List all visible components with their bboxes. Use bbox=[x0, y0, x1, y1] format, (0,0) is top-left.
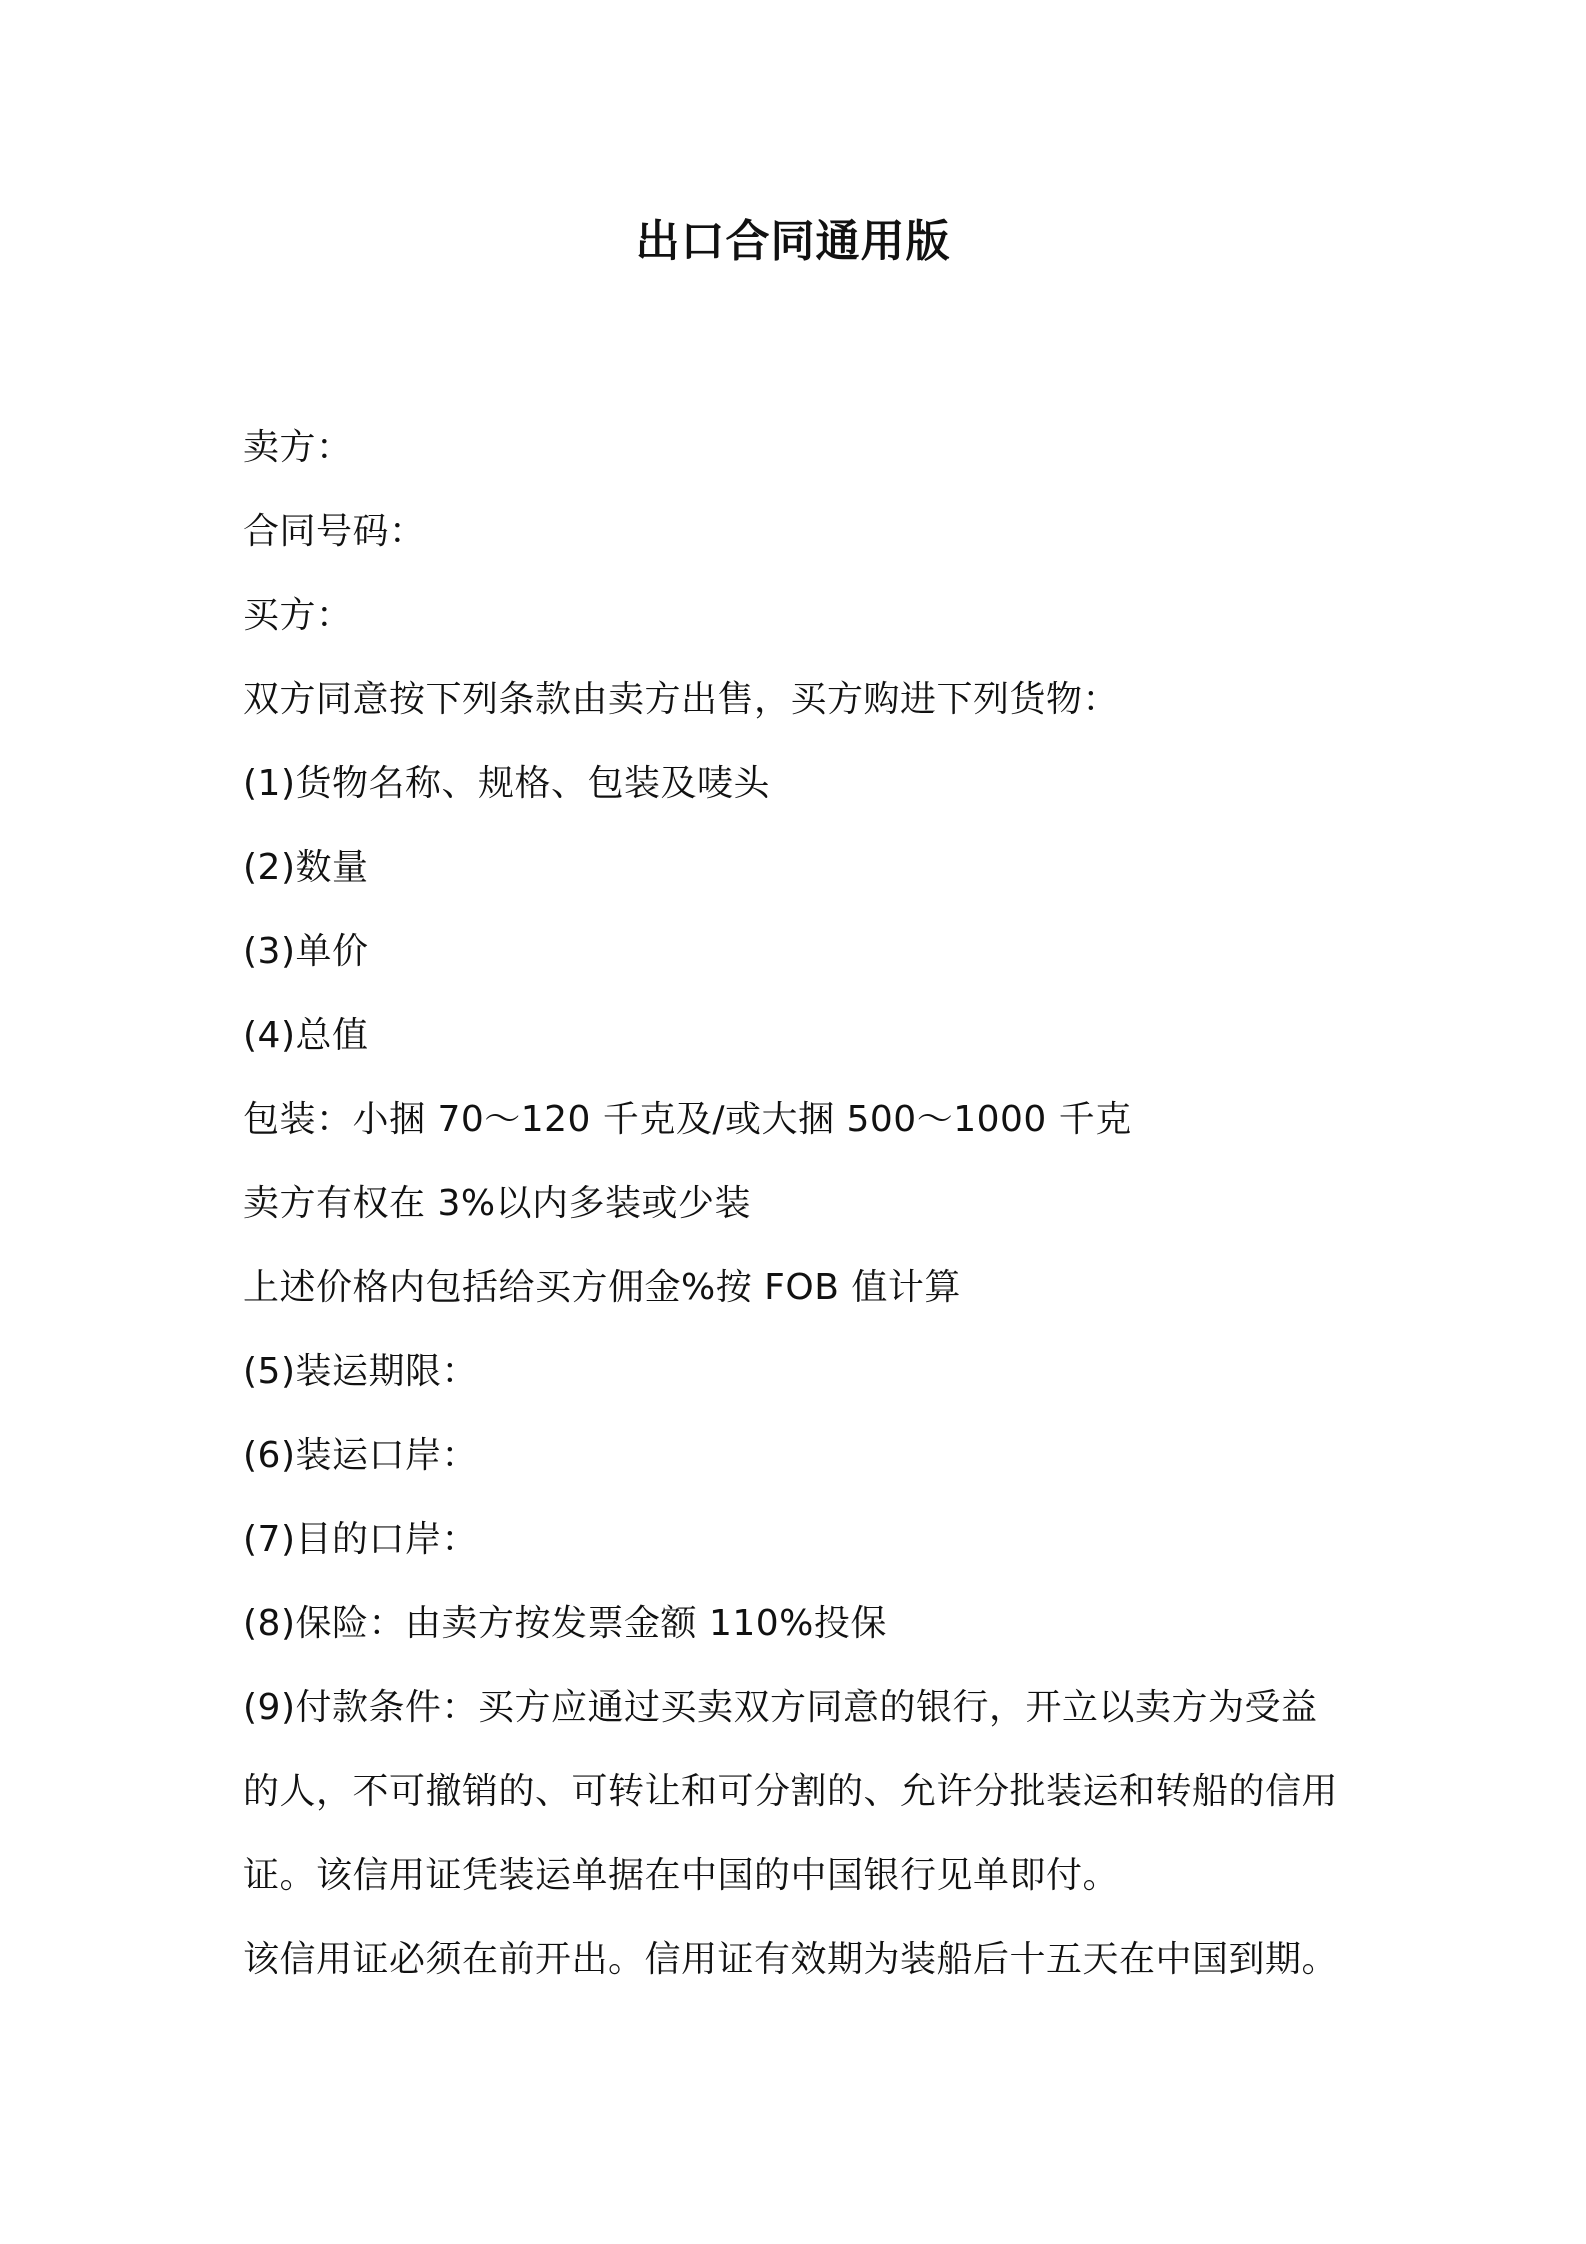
clause-goods-description: (1)货物名称、规格、包装及唛头 bbox=[243, 763, 770, 804]
clause-port-of-destination: (7)目的口岸： bbox=[243, 1519, 478, 1560]
clause-total-value: (4)总值 bbox=[243, 1015, 369, 1056]
contract-number-field: 合同号码： bbox=[243, 511, 426, 552]
payment-terms-continued: 的人，不可撤销的、可转让和可分割的、允许分批装运和转船的信用 bbox=[243, 1771, 1339, 1812]
clause-shipment-period: (5)装运期限： bbox=[243, 1351, 478, 1392]
clause-insurance: (8)保险：由卖方按发票金额 110%投保 bbox=[243, 1603, 887, 1644]
clause-payment-terms: (9)付款条件：买方应通过买卖双方同意的银行，开立以卖方为受益 bbox=[243, 1687, 1318, 1728]
contract-body bbox=[243, 406, 1363, 2002]
clause-quantity: (2)数量 bbox=[243, 847, 369, 888]
letter-of-credit-note: 该信用证必须在前开出。信用证有效期为装船后十五天在中国到期。 bbox=[243, 1939, 1339, 1980]
clause-port-of-loading: (6)装运口岸： bbox=[243, 1435, 478, 1476]
quantity-tolerance-note: 卖方有权在 3%以内多装或少装 bbox=[243, 1183, 752, 1224]
agreement-intro: 双方同意按下列条款由卖方出售，买方购进下列货物： bbox=[243, 679, 1120, 720]
packing-note: 包装：小捆 70～120 千克及/或大捆 500～1000 千克 bbox=[243, 1099, 1132, 1140]
seller-field: 卖方： bbox=[243, 427, 353, 468]
payment-terms-continued: 证。该信用证凭装运单据在中国的中国银行见单即付。 bbox=[243, 1855, 1120, 1896]
buyer-field: 买方： bbox=[243, 595, 353, 636]
clause-unit-price: (3)单价 bbox=[243, 931, 369, 972]
document-title: 出口合同通用版 bbox=[635, 216, 951, 267]
commission-note: 上述价格内包括给买方佣金%按 FOB 值计算 bbox=[243, 1267, 961, 1308]
